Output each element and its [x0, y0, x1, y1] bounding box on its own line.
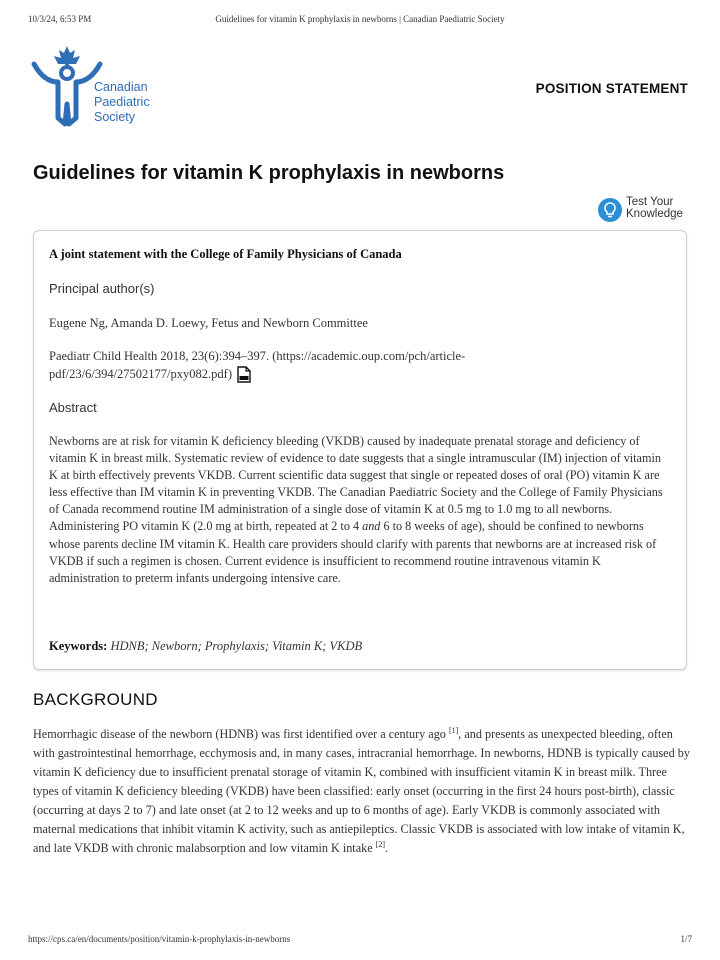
- keywords-list: HDNB; Newborn; Prophylaxis; Vitamin K; VKDB: [110, 639, 363, 653]
- abstract-part-2: 6 to 8 weeks of age), should be confined to newborns whose parents decline IM vitamin K. Health care providers should clarify with parents that newborns are at increased risk of VKDB if such a regimen is chosen. Current evidence is insufficient to recommend routine intravenous vitamin K administration to preterm infants undergoing intensive care.: [49, 519, 657, 585]
- abstract-heading: Abstract: [49, 400, 97, 415]
- lightbulb-icon: [598, 198, 622, 222]
- logo-line-3: Society: [94, 110, 135, 124]
- child-head-icon: [61, 67, 73, 79]
- joint-statement-note: A joint statement with the College of Family Physicians of Canada: [49, 247, 402, 261]
- abstract-and: and: [362, 519, 381, 534]
- principal-authors-heading: Principal author(s): [49, 281, 155, 296]
- tyk-line-2: Knowledge: [626, 208, 683, 220]
- background-heading: BACKGROUND: [33, 690, 158, 709]
- background-part-1: Hemorrhagic disease of the newborn (HDNB) was first identified over a century ago: [33, 727, 446, 741]
- footer-page-number: 1/7: [680, 934, 692, 944]
- citation-line-2[interactable]: pdf/23/6/394/27502177/pxy082.pdf): [49, 367, 232, 381]
- background-paragraph: [33, 725, 693, 858]
- citation-line-1[interactable]: Paediatr Child Health 2018, 23(6):394–397. (https://academic.oup.com/pch/article-: [49, 349, 466, 363]
- reference-2-link[interactable]: [2]: [375, 839, 385, 849]
- logo-wordmark: [94, 80, 150, 125]
- test-your-knowledge-label: [626, 196, 683, 220]
- print-header-title: Guidelines for vitamin K prophylaxis in newborns | Canadian Paediatric Society: [215, 14, 505, 24]
- abstract-text: [49, 433, 668, 587]
- tyk-line-1: Test Your: [626, 196, 674, 208]
- background-part-2: , and presents as unexpected bleeding, often with gastrointestinal hemorrhage, ecchymosis and, in many cases, intracranial hemorrhage. In newborns, HDNB is typically caused by vitamin K deficiency due to insufficient prenatal storage of vitamin K, combined with insufficient vitamin K in breast milk. Three types of vitamin K deficiency bleeding (VKDB) have been classified: early onset (occurring in the first 24 hours post-birth), classic (occurring at days 2 to 7) and late onset (at 2 to 12 weeks and up to 6 months of age). Early VKDB is commonly associated with maternal medications that inhibit vitamin K activity, such as antiepileptics. Classic VKDB is associated with low intake of vitamin K, and late VKDB with chronic malabsorption and low vitamin K intake: [33, 727, 690, 855]
- child-body-icon: [34, 64, 100, 124]
- maple-leaf-icon: [54, 46, 80, 68]
- reference-1-link[interactable]: [1]: [448, 725, 459, 735]
- citation: [49, 347, 668, 384]
- statement-info-box: [33, 230, 687, 670]
- keywords-label: Keywords:: [49, 639, 108, 653]
- print-datetime: 10/3/24, 6:53 PM: [28, 14, 92, 24]
- keywords-line: [49, 639, 668, 654]
- abstract-part-1: Newborns are at risk for vitamin K deficiency bleeding (VKDB) caused by inadequate prenatal storage and deficiency of vitamin K in breast milk. Systematic review of evidence to date suggests that a single intramuscular (IM) injection of vitamin K at birth effectively prevents VKDB. Current scientific data suggest that single or repeated doses of oral (PO) vitamin K are less effective than IM vitamin K in preventing VKDB. The Canadian Paediatric Society and the College of Family Physicians of Canada recommend routine IM administration of a single dose of vitamin K at 0.5 mg to 1.0 mg to all newborns. Administering PO vitamin K (2.0 mg at birth, repeated at 2 to 4: [49, 434, 663, 534]
- logo-line-1: Canadian: [94, 80, 148, 94]
- logo-line-2: Paediatric: [94, 95, 150, 109]
- page-title: Guidelines for vitamin K prophylaxis in newborns: [33, 162, 505, 184]
- pdf-icon[interactable]: [236, 366, 252, 384]
- background-part-3: .: [384, 841, 389, 855]
- footer-url: https://cps.ca/en/documents/position/vitamin-k-prophylaxis-in-newborns: [28, 934, 291, 944]
- test-your-knowledge-link[interactable]: [598, 195, 698, 227]
- position-statement-label: POSITION STATEMENT: [535, 81, 688, 96]
- authors-list: Eugene Ng, Amanda D. Loewy, Fetus and Newborn Committee: [49, 316, 368, 330]
